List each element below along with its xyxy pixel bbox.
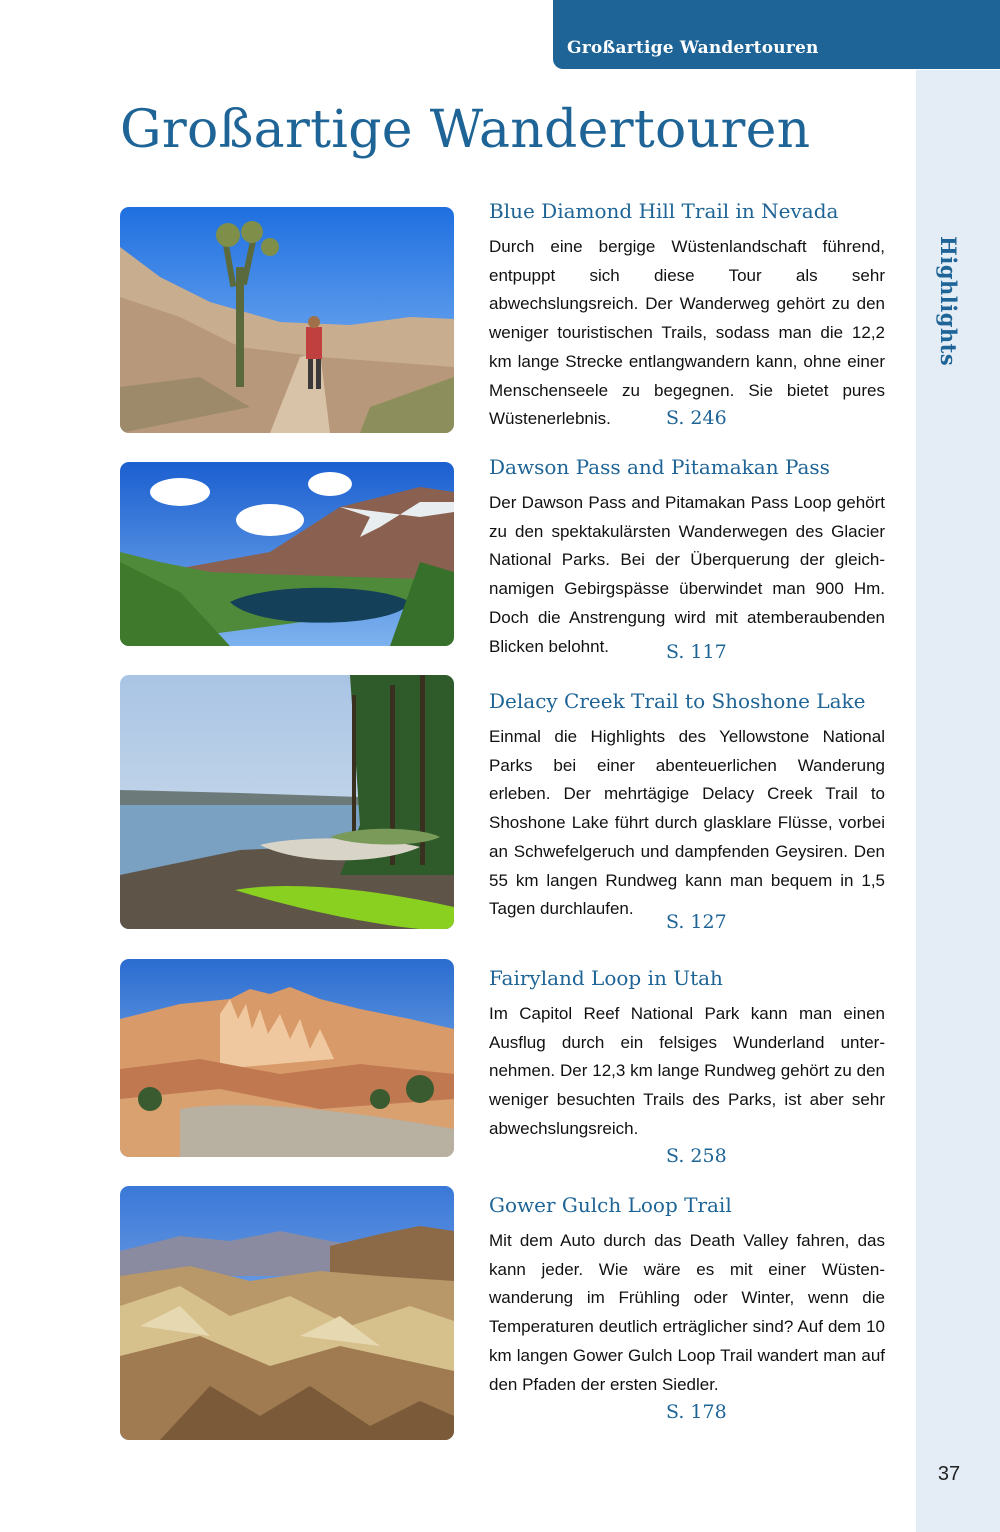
entry-title: Blue Diamond Hill Trail in Nevada [489, 199, 839, 223]
entry-page-reference: S. 246 [666, 407, 727, 429]
photo-desert-hiker [120, 207, 454, 433]
entry-page-reference: S. 178 [666, 1401, 727, 1423]
photo-badlands [120, 1186, 454, 1440]
entry-description: Mit dem Auto durch das Death Valley fahren, das kann jeder. Wie wäre es mit einer Wüstenwanderung im Frühling oder Winter, wenn die Temperaturen deutlich erträglicher sind? Auf dem 10 km langen Gower Gulch Loop Trail wandert man auf den Pfaden der ersten Siedler. [489, 1231, 885, 1394]
entry-title: Fairyland Loop in Utah [489, 966, 723, 990]
entry-description: Einmal die Highlights des Yellowstone National Parks bei einer abenteuerlichen Wanderung erleben. Der mehrtägige Delacy Creek Trail to Shoshone Lake führt durch glasklare Flüsse, vorbei an Schwefelgeruch und dampfenden Geysiren. Den 55 km langen Rundweg kann man bequem in 1,5 Tagen durchlaufen. [489, 727, 885, 919]
sidebar-category-label: Highlights [936, 236, 961, 367]
entry-title: Dawson Pass and Pitamakan Pass [489, 455, 830, 479]
page-title: Großartige Wandertouren [120, 100, 811, 160]
entry-page-reference: S. 258 [666, 1145, 727, 1167]
entry-description: Im Capitol Reef National Park kann man einen Ausflug durch ein felsiges Wunderland unternehmen. Der 12,3 km lange Rundweg gehört zu den weniger besuchten Trails des Parks, ist aber sehr abwechslungsreich. [489, 1004, 885, 1138]
section-header-tab [553, 0, 1000, 69]
entry-description: Der Dawson Pass and Pitamakan Pass Loop gehört zu den spektakulärsten Wanderwegen des Glacier National Parks. Bei der Überquerung der gleichnamigen Gebirgspässe überwindet man 900 Hm. Doch die Anstrengung wird mit atemberaubenden Blicken belohnt. [489, 493, 885, 656]
entry-page-reference: S. 117 [666, 641, 727, 663]
entry-title: Gower Gulch Loop Trail [489, 1193, 732, 1217]
entry-title: Delacy Creek Trail to Shoshone Lake [489, 689, 866, 713]
entry-page-reference: S. 127 [666, 911, 727, 933]
section-header-label: Großartige Wandertouren [567, 38, 819, 58]
entry-description: Durch eine bergige Wüstenlandschaft führend, entpuppt sich diese Tour als sehr abwechslungsreich. Der Wanderweg gehört zu den weniger touristischen Trails, sodass man die 12,2 km lange Strecke entlangwandern kann, ohne einer Menschenseele zu begegnen. Sie bietet pures Wüstenerlebnis. [489, 237, 885, 429]
page-number: 37 [937, 1463, 961, 1485]
photo-lake-kayaks [120, 675, 454, 929]
photo-mountain-lake [120, 462, 454, 646]
photo-hoodoo-rocks [120, 959, 454, 1157]
